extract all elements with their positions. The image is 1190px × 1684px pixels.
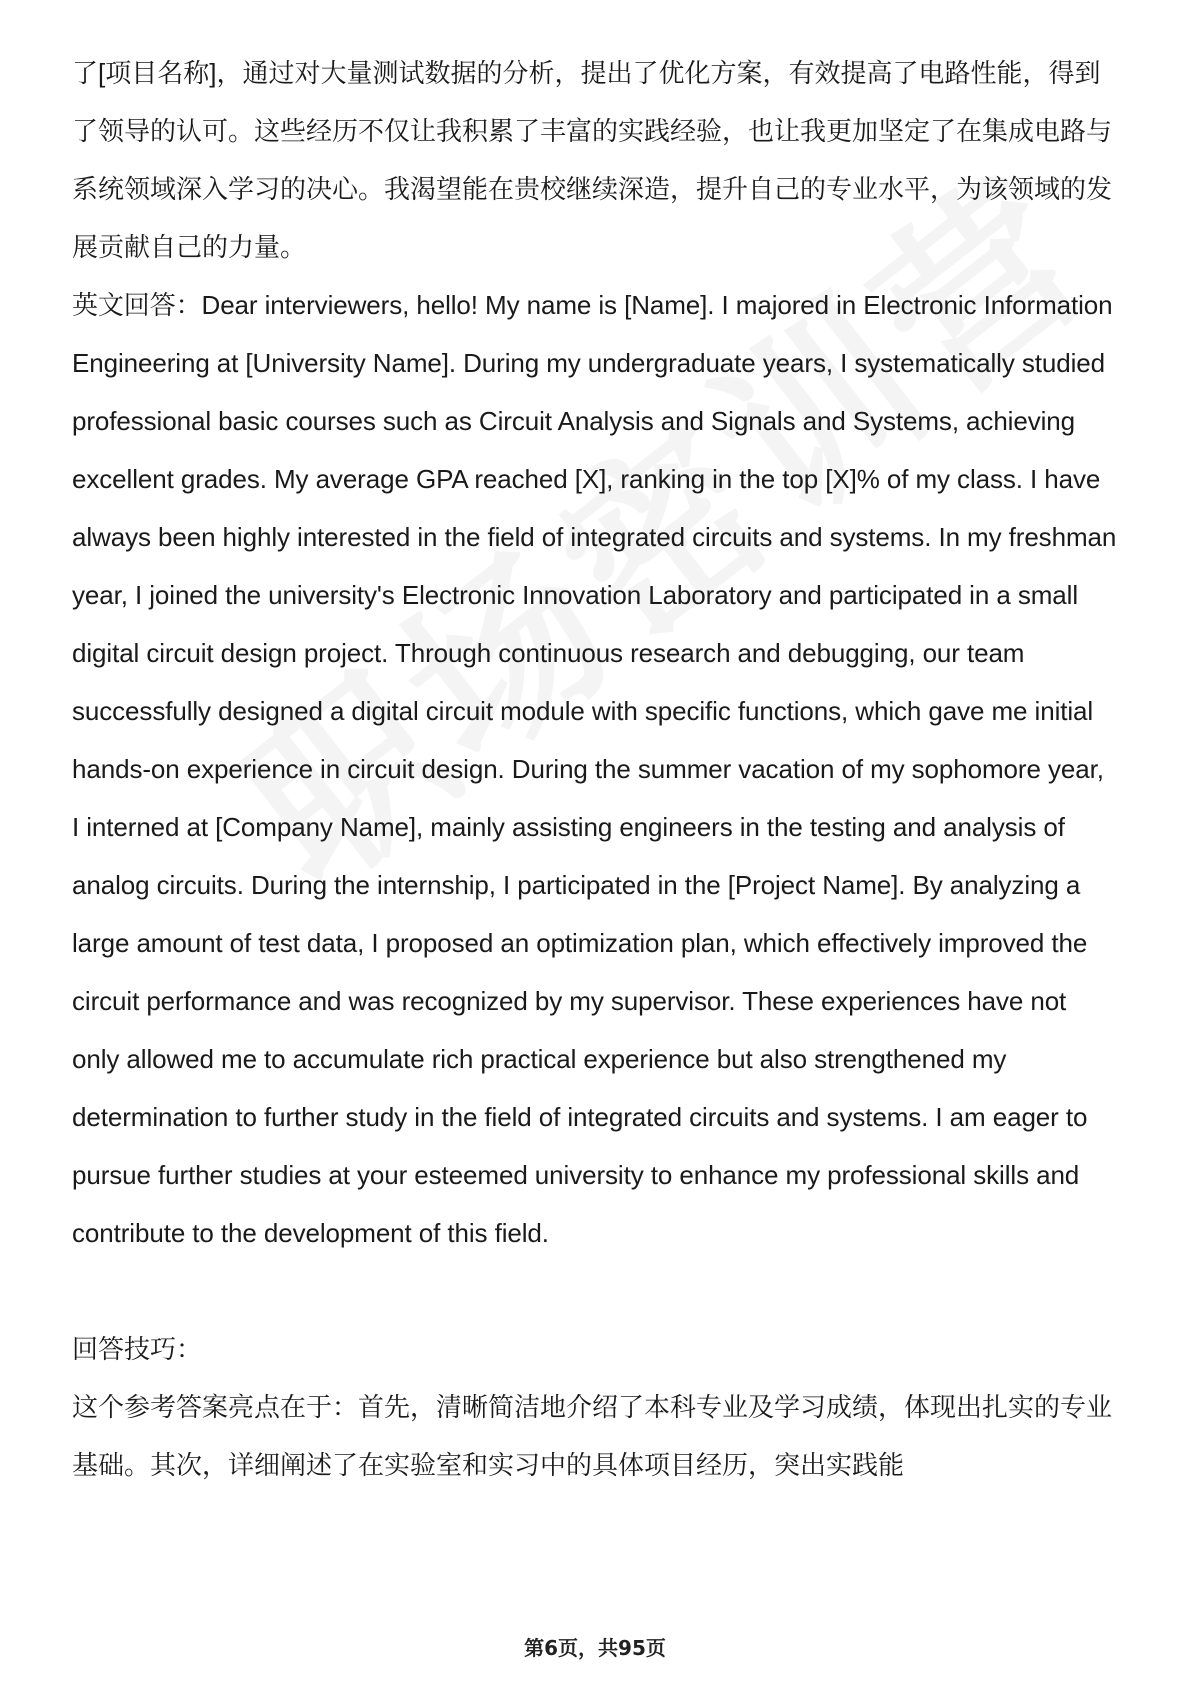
paragraph-spacer	[72, 1262, 1118, 1320]
page-number-footer: 第6页，共95页	[524, 1636, 666, 1660]
english-answer-text: Dear interviewers, hello! My name is [Name]. I majored in Electronic Information Engineering at [University Name]. During my undergraduate years, I systematically studied professional basic courses such as Circuit Analysis and Signals and Systems, achieving excellent grades. My average GPA reached [X], ranking in the top [X]% of my class. I have always been highly interested in the field of integrated circuits and systems. In my freshman year, I joined the university's Electronic Innovation Laboratory and participated in a small digital circuit design project. Through continuous research and debugging, our team successfully designed a digital circuit module with specific functions, which gave me initial hands-on experience in circuit design. During the summer vacation of my sophomore year, I interned at [Company Name], mainly assisting engineers in the testing and analysis of analog circuits. During the internship, I participated in the [Project Name]. By analyzing a large amount of test data, I proposed an optimization plan, which effectively improved the circuit performance and was recognized by my supervisor. These experiences have not only allowed me to accumulate rich practical experience but also strengthened my determination to further study in the field of integrated circuits and systems. I am eager to pursue further studies at your esteemed university to enhance my professional skills and contribute to the development of this field.	[72, 290, 1117, 1248]
tips-heading: 回答技巧：	[72, 1334, 203, 1364]
document-body	[72, 44, 1118, 1494]
paragraph-chinese-answer-continuation: 了[项目名称]，通过对大量测试数据的分析，提出了优化方案，有效提高了电路性能，得到了领导的认可。这些经历不仅让我积累了丰富的实践经验，也让我更加坚定了在集成电路与系统领域深入学习的决心。我渴望能在贵校继续深造，提升自己的专业水平，为该领域的发展贡献自己的力量。	[72, 58, 1113, 262]
english-answer-label: 英文回答：	[72, 290, 202, 320]
tips-paragraph: 这个参考答案亮点在于：首先，清晰简洁地介绍了本科专业及学习成绩，体现出扎实的专业基础。其次，详细阐述了在实验室和实习中的具体项目经历，突出实践能	[72, 1392, 1113, 1480]
paragraph-english-answer	[72, 276, 1118, 1262]
